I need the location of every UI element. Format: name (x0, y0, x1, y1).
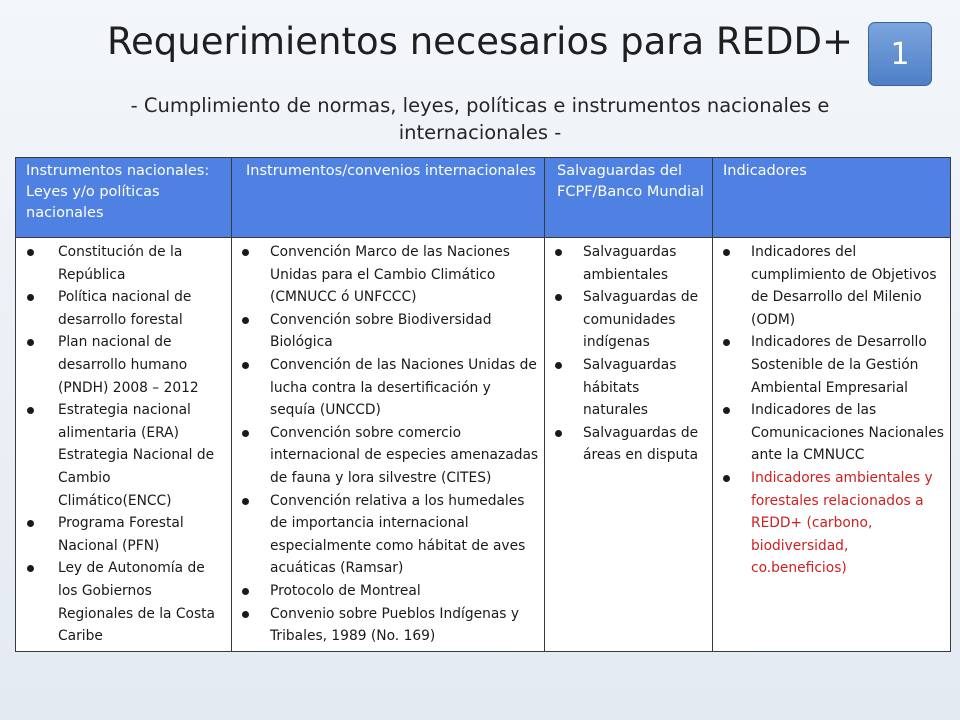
header-indicators: Indicadores (713, 158, 951, 238)
table-header-row (16, 158, 951, 238)
requirements-table (15, 157, 951, 652)
list-item (549, 241, 708, 286)
list-item (549, 286, 708, 354)
header-national-instruments: Instrumentos nacionales: Leyes y/o políticas nacionales (16, 158, 232, 238)
list-item-text: Salvaguardas de comunidades indígenas (583, 289, 699, 351)
list-item-text: Convención sobre Biodiversidad Biológica (270, 311, 492, 351)
bullet-icon (242, 498, 249, 505)
bullet-icon (555, 249, 562, 256)
list-item-text: Salvaguardas ambientales (583, 244, 677, 283)
bullet-icon (27, 407, 34, 414)
list-item (20, 512, 227, 557)
list-item (20, 399, 227, 512)
list-item-text: Convención de las Naciones Unidas de lucha contra la desertificación y sequía (UNCCD) (270, 356, 537, 419)
list-item-text: Constitución de la República (58, 244, 183, 283)
slide-title: Requerimientos necesarios para REDD+ (106, 20, 854, 63)
bullet-icon (723, 407, 730, 414)
col-international-instruments (232, 238, 545, 652)
bullet-icon (723, 249, 730, 256)
bullet-icon (555, 362, 562, 369)
list-item (717, 331, 946, 399)
list-item-text: Ley de Autonomía de los Gobiernos Regionales de la Costa Caribe (58, 560, 216, 645)
bullet-icon (27, 565, 34, 572)
indicators-list (717, 241, 946, 580)
bullet-icon (242, 430, 249, 437)
list-item (236, 603, 540, 648)
bullet-icon (242, 362, 249, 369)
bullet-icon (555, 430, 562, 437)
col-indicators (713, 238, 951, 652)
list-item-text: Convención relativa a los humedales de importancia internacional especialmente como hábitat de aves acuáticas (Ramsar) (270, 492, 526, 577)
list-item-text: Salvaguardas de áreas en disputa (583, 424, 699, 464)
list-item-text: Convención sobre comercio internacional de especies amenazadas de fauna y lora silvestre (CITES) (270, 424, 539, 486)
list-item (20, 331, 227, 399)
col-national-instruments (16, 238, 232, 652)
slide-number-badge: 1 (868, 22, 932, 86)
slide-subtitle: - Cumplimiento de normas, leyes, políticas e instrumentos nacionales e internacionales - (130, 94, 830, 144)
bullet-icon (242, 317, 249, 324)
list-item (549, 422, 708, 467)
list-item-text: Convenio sobre Pueblos Indígenas y Tribales, 1989 (No. 169) (270, 605, 520, 645)
list-item (20, 286, 227, 331)
list-item (236, 490, 540, 580)
bullet-icon (27, 294, 34, 301)
list-item-text: Estrategia nacional alimentaria (ERA) Estrategia Nacional de Cambio Climático(ENCC) (58, 402, 215, 509)
header-international-instruments: Instrumentos/convenios internacionales (232, 158, 545, 238)
list-item (20, 557, 227, 647)
bullet-icon (242, 588, 249, 595)
list-item-text: Programa Forestal Nacional (PFN) (58, 515, 184, 554)
list-item-text: Política nacional de desarrollo forestal (58, 289, 192, 328)
list-item-highlighted (717, 467, 946, 580)
safeguards-list (549, 241, 708, 467)
table-body-row (16, 238, 951, 652)
list-item-text: Indicadores de las Comunicaciones Nacionales ante la CMNUCC (751, 402, 944, 464)
national-instruments-list (20, 241, 227, 648)
list-item-text: Indicadores de Desarrollo Sostenible de la Gestión Ambiental Empresarial (751, 334, 927, 396)
bullet-icon (723, 339, 730, 346)
list-item-text: Plan nacional de desarrollo humano (PNDH) 2008 – 2012 (58, 334, 199, 396)
header-safeguards: Salvaguardas del FCPF/Banco Mundial (545, 158, 713, 238)
list-item (236, 309, 540, 354)
list-item (549, 354, 708, 422)
list-item-text: Indicadores ambientales y forestales relacionados a REDD+ (carbono, biodiversidad, co.beneficios) (751, 469, 933, 577)
bullet-icon (27, 339, 34, 346)
bullet-icon (242, 249, 249, 256)
list-item (20, 241, 227, 286)
list-item (236, 422, 540, 490)
list-item (236, 241, 540, 309)
bullet-icon (555, 294, 562, 301)
list-item (717, 399, 946, 467)
list-item-text: Convención Marco de las Naciones Unidas para el Cambio Climático (CMNUCC ó UNFCCC) (270, 244, 510, 306)
col-safeguards (545, 238, 713, 652)
list-item-text: Indicadores del cumplimiento de Objetivos de Desarrollo del Milenio (ODM) (751, 244, 937, 328)
international-instruments-list (236, 241, 540, 648)
bullet-icon (27, 520, 34, 527)
list-item-text: Protocolo de Montreal (270, 582, 421, 599)
bullet-icon (723, 475, 730, 482)
list-item-text: Salvaguardas hábitats naturales (583, 356, 677, 419)
list-item (717, 241, 946, 331)
list-item (236, 580, 540, 603)
list-item (236, 354, 540, 422)
bullet-icon (27, 249, 34, 256)
bullet-icon (242, 611, 249, 618)
